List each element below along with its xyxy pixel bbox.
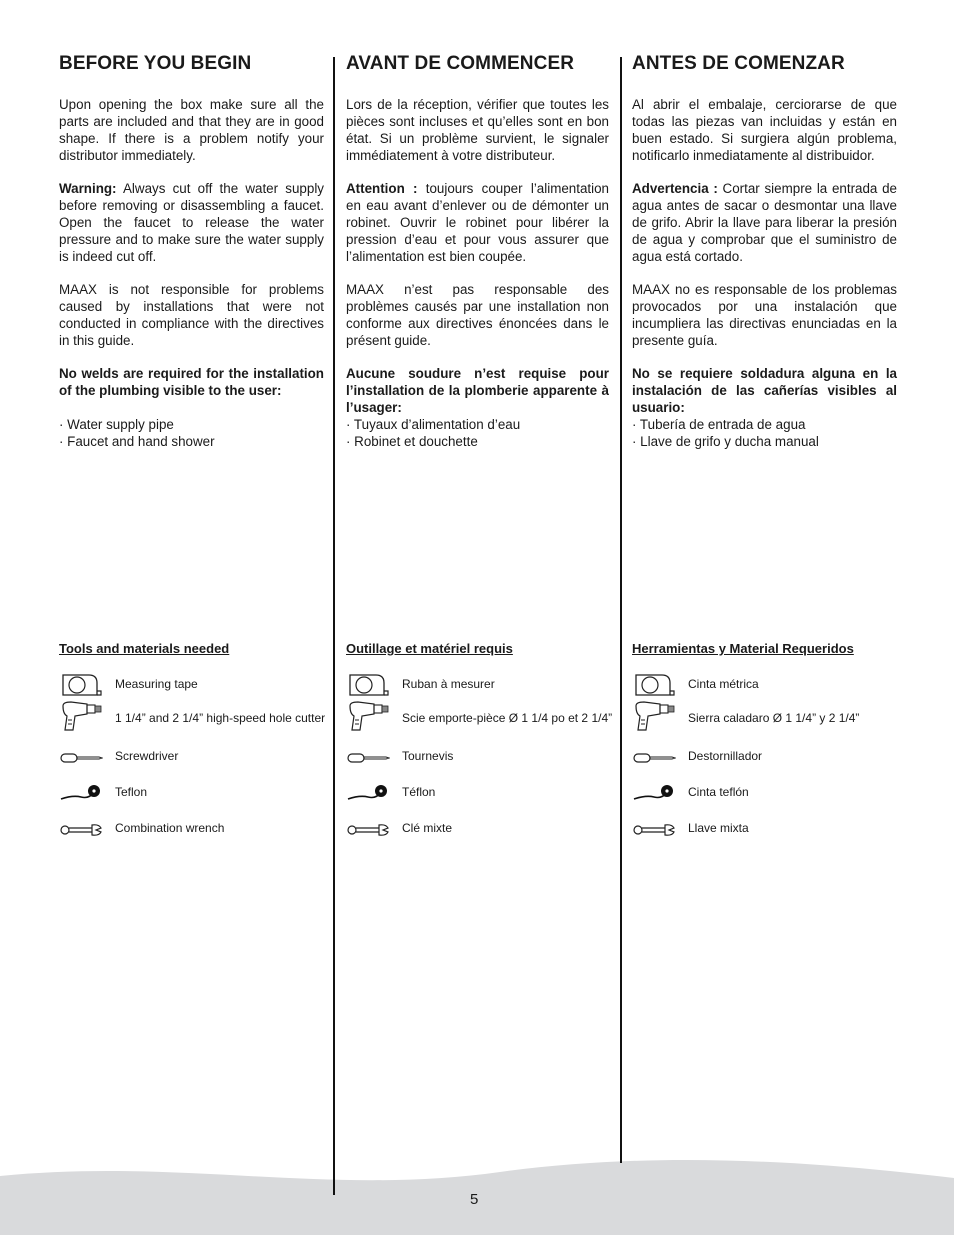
warning-label: Advertencia :	[632, 181, 718, 196]
combination-wrench-icon	[59, 815, 103, 845]
hole-cutter-drill-icon	[59, 700, 103, 730]
tools-title: Outillage et matériel requis	[346, 641, 513, 656]
tool-label: Llave mixta	[688, 821, 749, 835]
measuring-tape-icon	[632, 669, 676, 699]
warning-paragraph	[346, 180, 609, 265]
tool-item	[59, 670, 329, 700]
tool-label: Cinta métrica	[688, 677, 759, 691]
tools-title: Tools and materials needed	[59, 641, 230, 656]
bullet-list	[346, 416, 520, 450]
tool-label: Cinta teflón	[688, 785, 749, 799]
tool-item	[346, 814, 616, 844]
welds-note: No se requiere soldadura alguna en la instalación de las cañerías visibles al usuario:	[632, 366, 897, 415]
intro-paragraph: Upon opening the box make sure all the parts are included and that they are in good shape. If there is a problem notify your distributor immediately.	[59, 97, 324, 163]
tool-label: Teflon	[115, 785, 148, 799]
warning-label: Attention :	[346, 181, 418, 196]
column-spanish	[632, 52, 897, 852]
bullet-item: · Robinet et douchette	[346, 434, 478, 449]
bullet-item: · Faucet and hand shower	[59, 434, 215, 449]
welds-note: Aucune soudure n’est requise pour l’installation de la plomberie apparente à l’usager:	[346, 366, 609, 415]
tool-item	[346, 704, 616, 734]
section-heading: AVANT DE COMMENCER	[346, 53, 575, 74]
warning-label: Warning:	[59, 181, 117, 196]
tool-label: Téflon	[402, 785, 436, 799]
tool-label: Sierra caladaro Ø 1 1/4” y 2 1/4”	[688, 711, 860, 725]
screwdriver-icon	[346, 743, 390, 773]
tool-label: Screwdriver	[115, 749, 179, 763]
bullet-list	[632, 416, 819, 450]
tool-item	[346, 742, 616, 772]
tool-label: Tournevis	[402, 749, 454, 763]
combination-wrench-icon	[632, 815, 676, 845]
tool-label: Combination wrench	[115, 821, 225, 835]
bullet-item: · Tuyaux d’alimentation d’eau	[346, 417, 521, 432]
tool-label: 1 1/4” and 2 1/4” high-speed hole cutter	[115, 711, 326, 725]
column-french	[346, 52, 613, 852]
tool-item	[346, 670, 616, 700]
tool-item	[59, 742, 329, 772]
warning-text: Always cut off the water supply before removing or disassembling a faucet. Open the faucet to release the water pressure and to make sure the water supply is indeed cut off.	[59, 181, 324, 264]
measuring-tape-icon	[346, 669, 390, 699]
tool-item	[632, 814, 902, 844]
tool-item	[632, 742, 902, 772]
screwdriver-icon	[59, 743, 103, 773]
warning-text: toujours couper l’alimentation en eau avant d’enlever ou de démonter un robinet. Ouvrir le robinet pour libérer la pression d’eau et pour vous assurer que l’alimentation est bien coupée.	[346, 181, 609, 264]
tool-label: Ruban à mesurer	[402, 677, 495, 691]
warning-paragraph	[59, 180, 324, 265]
screwdriver-icon	[632, 743, 676, 773]
teflon-tape-icon	[59, 779, 103, 809]
hole-cutter-drill-icon	[632, 700, 676, 730]
tools-title: Herramientas y Material Requeridos	[632, 641, 854, 656]
tool-item	[632, 670, 902, 700]
tool-item	[346, 778, 616, 808]
teflon-tape-icon	[632, 779, 676, 809]
hole-cutter-drill-icon	[346, 700, 390, 730]
tool-item	[59, 704, 329, 734]
tool-item	[59, 814, 329, 844]
responsibility-paragraph: MAAX n’est pas responsable des problèmes causés par une installation non conforme aux directives énoncées dans le présent guide.	[346, 282, 609, 348]
combination-wrench-icon	[346, 815, 390, 845]
tool-label: Destornillador	[688, 749, 763, 763]
tool-label: Measuring tape	[115, 677, 198, 691]
column-divider	[333, 57, 335, 1195]
warning-text: Cortar siempre la entrada de agua antes de sacar o desmontar una llave de grifo. Abrir la llave para liberar la presión de agua y comprobar que el suministro de agua está cortado.	[632, 181, 897, 264]
tool-item	[59, 778, 329, 808]
bullet-item: · Tubería de entrada de agua	[632, 417, 806, 432]
section-heading: BEFORE YOU BEGIN	[59, 53, 252, 74]
tool-item	[632, 704, 902, 734]
tool-label: Clé mixte	[402, 821, 453, 835]
bullet-item: · Water supply pipe	[59, 417, 174, 432]
responsibility-paragraph: MAAX no es responsable de los problemas provocados por una instalación que incumpliera las directivas enunciadas en la presente guía.	[632, 282, 897, 348]
tool-label: Scie emporte-pièce Ø 1 1/4 po et 2 1/4”	[402, 711, 613, 725]
page-number: 5	[470, 1191, 479, 1208]
bullet-list	[59, 416, 215, 450]
warning-paragraph	[632, 180, 897, 265]
column-divider	[620, 57, 622, 1163]
welds-note: No welds are required for the installation of the plumbing visible to the user:	[59, 366, 324, 398]
intro-paragraph: Al abrir el embalaje, cerciorarse de que todas las piezas van incluidas y están en buen estado. Si surgiera algún problema, notificarlo inmediatamente al distribuidor.	[632, 97, 897, 163]
measuring-tape-icon	[59, 669, 103, 699]
teflon-tape-icon	[346, 779, 390, 809]
bullet-item: · Llave de grifo y ducha manual	[632, 434, 819, 449]
responsibility-paragraph: MAAX is not responsible for problems caused by installations that were not conducted in compliance with the directives in this guide.	[59, 282, 324, 348]
section-heading: ANTES DE COMENZAR	[632, 53, 845, 74]
intro-paragraph: Lors de la réception, vérifier que toutes les pièces sont incluses et qu’elles sont en bon état. Si un problème survient, le signaler immédiatement à votre distributeur.	[346, 97, 609, 163]
column-english	[59, 52, 324, 852]
tool-item	[632, 778, 902, 808]
